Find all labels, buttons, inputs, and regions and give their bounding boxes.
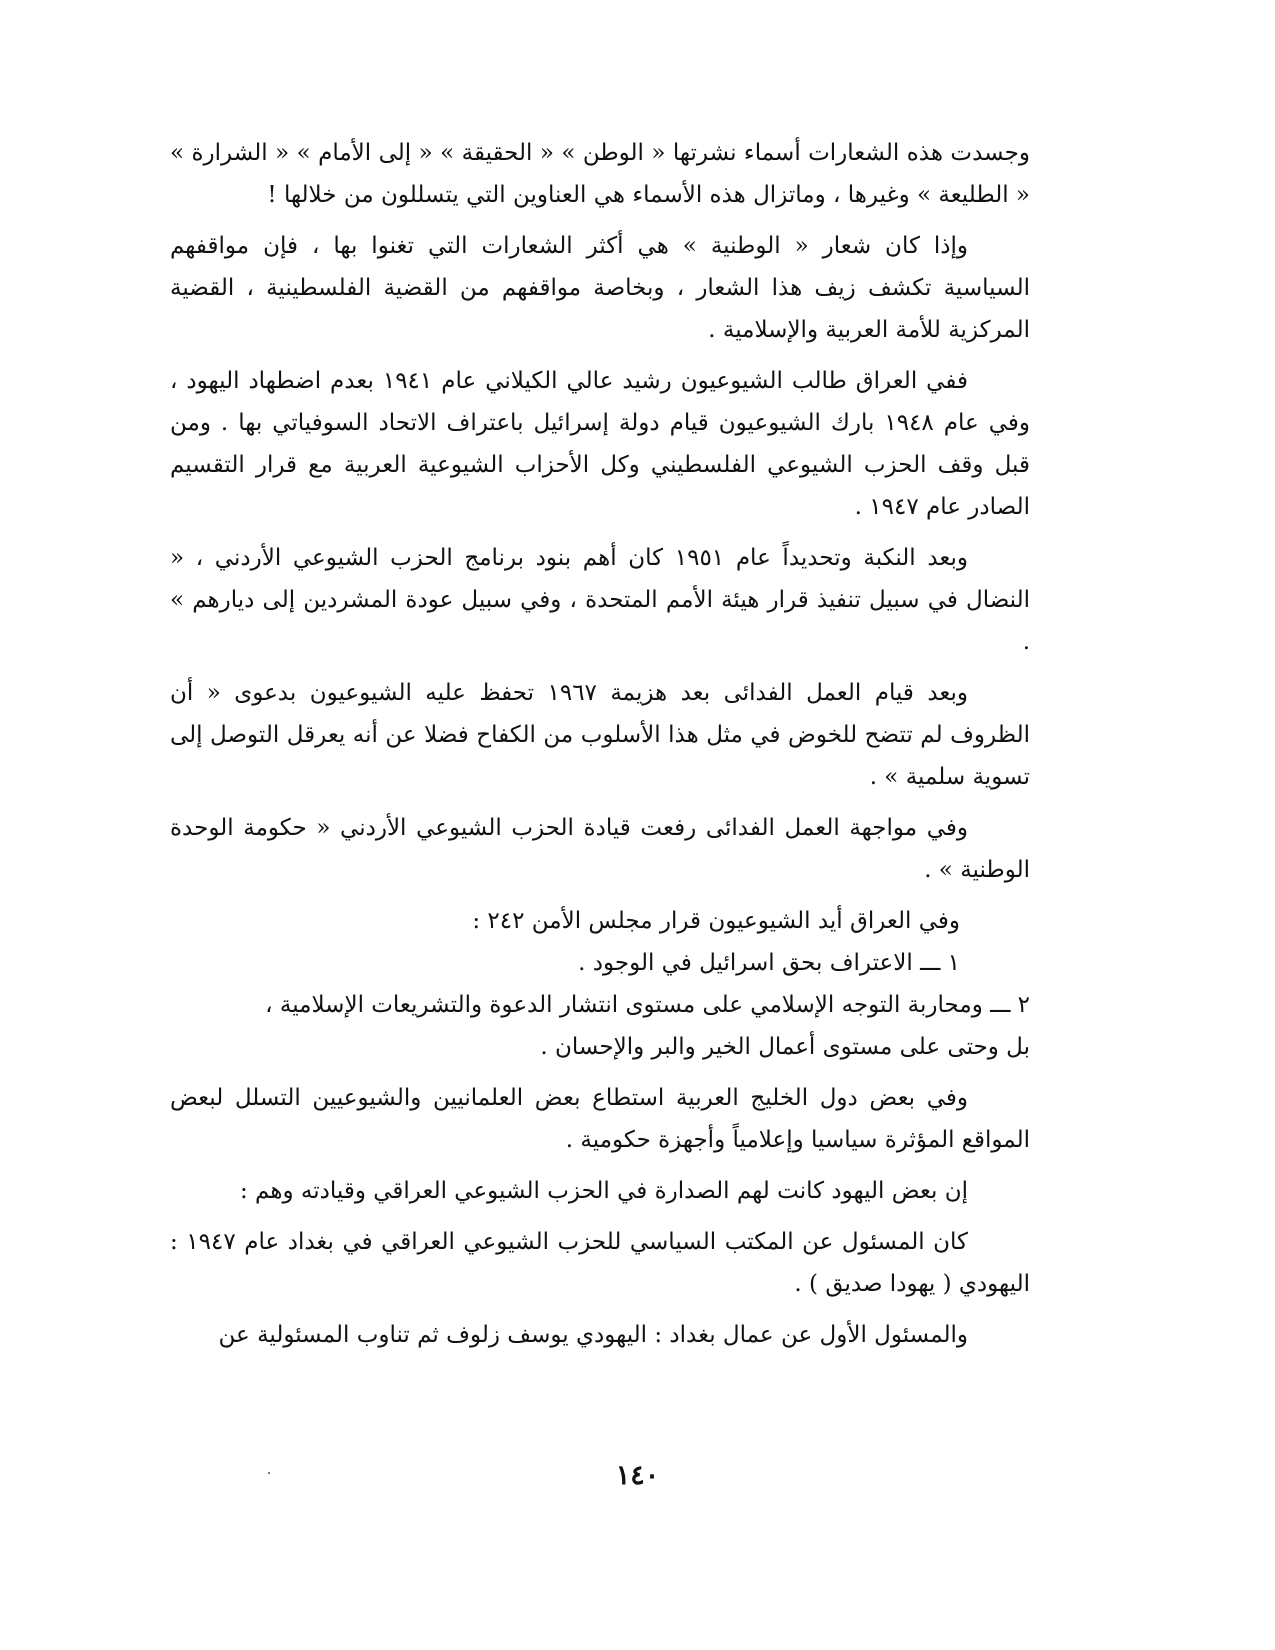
page-number: ١٤٠: [615, 1460, 660, 1491]
paragraph-4: وبعد النكبة وتحديداً عام ١٩٥١ كان أهم بنود برنامج الحزب الشيوعي الأردني ، « النضال في سبيل تنفيذ قرار هيئة الأمم المتحدة ، وفي سبيل عودة المشردين إلى ديارهم » .: [170, 545, 1030, 655]
paragraph-2: وإذا كان شعار « الوطنية » هي أكثر الشعارات التي تغنوا بها ، فإن مواقفهم السياسية تكشف زيف هذا الشعار ، وبخاصة مواقفهم من القضية الفلسطينية ، القضية المركزية للأمة العربية والإسلامية .: [170, 233, 1030, 343]
resolution-continuation: بل وحتى على مستوى أعمال الخير والبر والإحسان .: [540, 1034, 1030, 1060]
paragraph-3: ففي العراق طالب الشيوعيون رشيد عالي الكيلاني عام ١٩٤١ بعدم اضطهاد اليهود ، وفي عام ١٩٤٨ بارك الشيوعيون قيام دولة إسرائيل باعتراف الاتحاد السوفياتي بها . ومن قبل وقف الحزب الشيوعي الفلسطيني وكل الأحزاب الشيوعية العربية مع قرار التقسيم الصادر عام ١٩٤٧ .: [170, 368, 1030, 520]
resolution-section: [170, 900, 1030, 1068]
paragraph-politburo: كان المسئول عن المكتب السياسي للحزب الشيوعي العراقي في بغداد عام ١٩٤٧ : اليهودي ( يهودا صديق ) .: [170, 1229, 1030, 1297]
paragraph-workers: والمسئول الأول عن عمال بغداد : اليهودي يوسف زلوف ثم تناوب المسئولية عن: [218, 1322, 968, 1348]
paragraph-6: وفي مواجهة العمل الفدائى رفعت قيادة الحزب الشيوعي الأردني « حكومة الوحدة الوطنية » .: [170, 815, 1030, 883]
paragraph-5: وبعد قيام العمل الفدائى بعد هزيمة ١٩٦٧ تحفظ عليه الشيوعيون بدعوى « أن الظروف لم تتضح للخوض في مثل هذا الأسلوب من الكفاح فضلا عن أنه يعرقل التوصل إلى تسوية سلمية » .: [170, 680, 1030, 790]
resolution-item-2: ٢ ـــ ومحاربة التوجه الإسلامي على مستوى انتشار الدعوة والتشريعات الإسلامية ،: [265, 992, 1030, 1018]
body-text: [170, 132, 1030, 1365]
resolution-item-1: ١ ـــ الاعتراف بحق اسرائيل في الوجود .: [578, 950, 960, 976]
paragraph-jews-leadership: إن بعض اليهود كانت لهم الصدارة في الحزب الشيوعي العراقي وقيادته وهم :: [239, 1178, 968, 1204]
resolution-intro: وفي العراق أيد الشيوعيون قرار مجلس الأمن ٢٤٢ :: [472, 908, 960, 934]
paragraph-1: وجسدت هذه الشعارات أسماء نشرتها « الوطن » « الحقيقة » « إلى الأمام » « الشرارة » « الطليعة » وغيرها ، وماتزال هذه الأسماء هي العناوين التي يتسللون من خلالها !: [170, 140, 1030, 208]
paragraph-gulf: وفي بعض دول الخليج العربية استطاع بعض العلمانيين والشيوعيين التسلل لبعض المواقع المؤثرة سياسيا وإعلامياً وأجهزة حكومية .: [170, 1085, 1030, 1153]
